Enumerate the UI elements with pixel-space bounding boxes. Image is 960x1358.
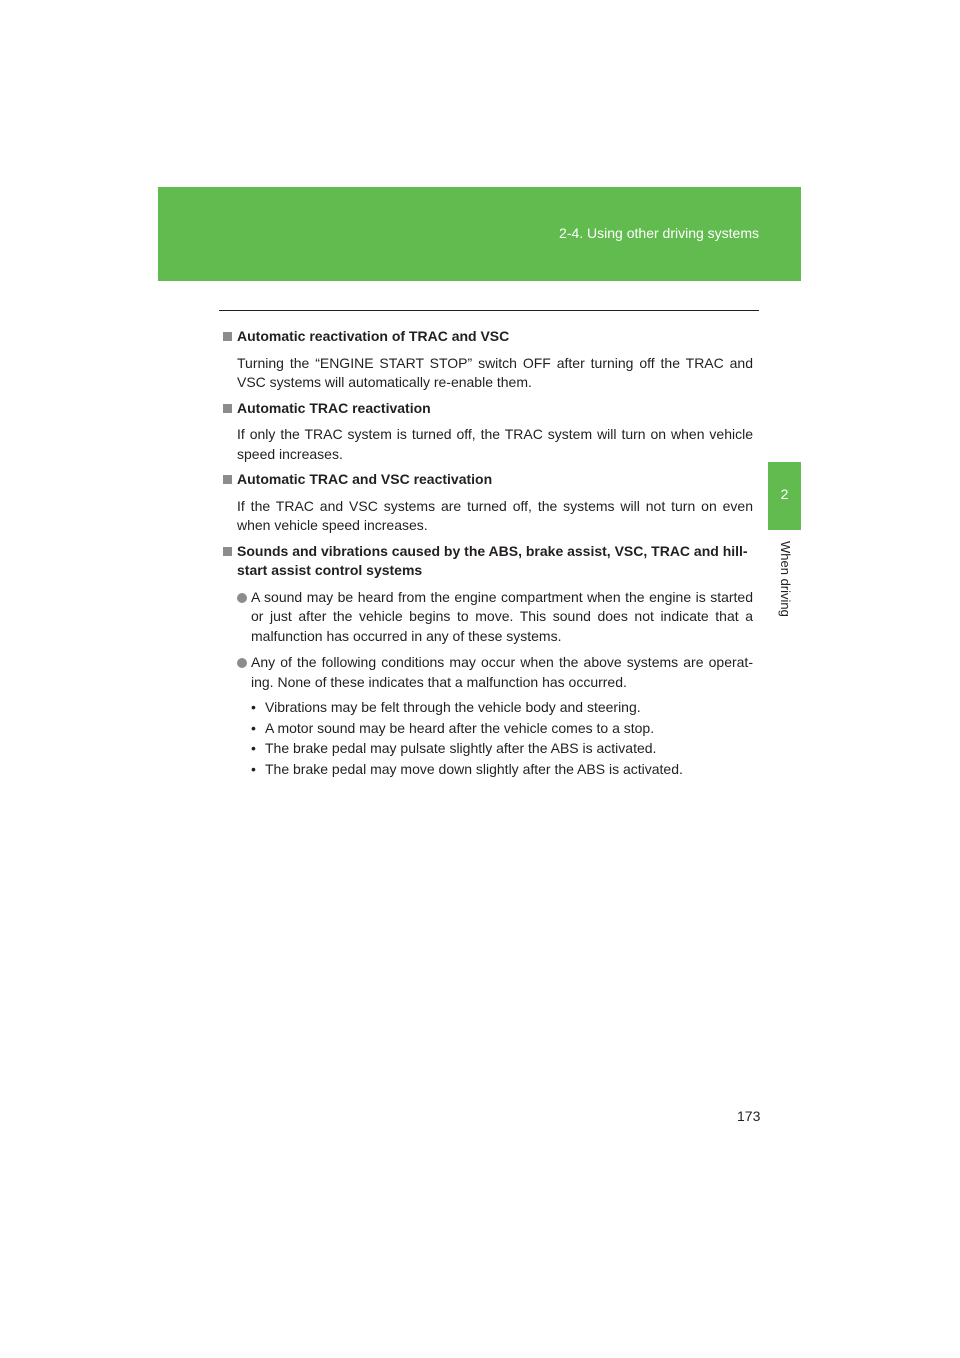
section-heading	[223, 470, 753, 490]
list-item	[251, 719, 753, 739]
bullet-text: Any of the following conditions may occur when the above systems are operat-ing. None of these indicates that a malfunction has occurred.	[251, 654, 753, 690]
list-item	[251, 739, 753, 759]
square-bullet-icon	[223, 332, 232, 341]
section-body: Turning the “ENGINE START STOP” switch OFF after turning off the TRAC and VSC systems will automatically re-enable them.	[237, 354, 753, 390]
dot-marker-icon: •	[251, 740, 256, 756]
list-item-text: The brake pedal may pulsate slightly after the ABS is activated.	[265, 740, 657, 756]
section-body: If the TRAC and VSC systems are turned off, the systems will not turn on even when vehicle speed increases.	[237, 497, 753, 533]
section-heading	[223, 327, 753, 347]
list-item	[251, 760, 753, 780]
circle-bullet-icon	[237, 593, 247, 603]
top-rule	[219, 310, 759, 311]
chapter-tab	[768, 462, 801, 530]
bullet-item	[237, 653, 753, 692]
circle-bullet-icon	[237, 658, 247, 668]
condition-list	[251, 698, 753, 779]
square-bullet-icon	[223, 404, 232, 413]
bullet-text: A sound may be heard from the engine compartment when the engine is started or just after the vehicle begins to move. This sound does not indicate that a malfunction has occurred in any of these systems.	[251, 588, 753, 644]
section-heading-text: Sounds and vibrations caused by the ABS, brake assist, VSC, TRAC and hill-start assist control systems	[237, 542, 748, 578]
square-bullet-icon	[223, 475, 232, 484]
page-content	[223, 327, 753, 785]
square-bullet-icon	[223, 547, 232, 556]
section-sounds-vibrations	[223, 542, 753, 780]
section-trac-and-vsc-reactivation	[223, 470, 753, 536]
list-item	[251, 698, 753, 718]
section-trac-vsc-reactivation	[223, 327, 753, 393]
section-heading-text: Automatic TRAC reactivation	[237, 399, 431, 416]
section-heading-text: Automatic TRAC and VSC reactivation	[237, 471, 493, 487]
section-body: If only the TRAC system is turned off, the TRAC system will turn on when vehicle speed increases.	[237, 426, 753, 462]
chapter-number: 2	[780, 486, 789, 502]
dot-marker-icon: •	[251, 719, 256, 736]
chapter-name: When driving	[778, 541, 793, 617]
header-bar	[158, 187, 801, 281]
section-heading-text: Automatic reactivation of TRAC and VSC	[237, 328, 510, 344]
list-item-text: Vibrations may be felt through the vehicle body and steering.	[265, 699, 641, 715]
list-item-text: The brake pedal may move down slightly after the ABS is activated.	[265, 760, 683, 777]
dot-marker-icon: •	[251, 699, 256, 715]
bullet-item	[237, 588, 753, 647]
list-item-text: A motor sound may be heard after the vehicle comes to a stop.	[265, 719, 655, 736]
section-heading	[223, 399, 753, 419]
page-number: 173	[737, 1108, 761, 1124]
section-trac-reactivation	[223, 399, 753, 465]
section-title: 2-4. Using other driving systems	[559, 225, 759, 241]
dot-marker-icon: •	[251, 760, 256, 777]
section-heading	[223, 542, 753, 581]
